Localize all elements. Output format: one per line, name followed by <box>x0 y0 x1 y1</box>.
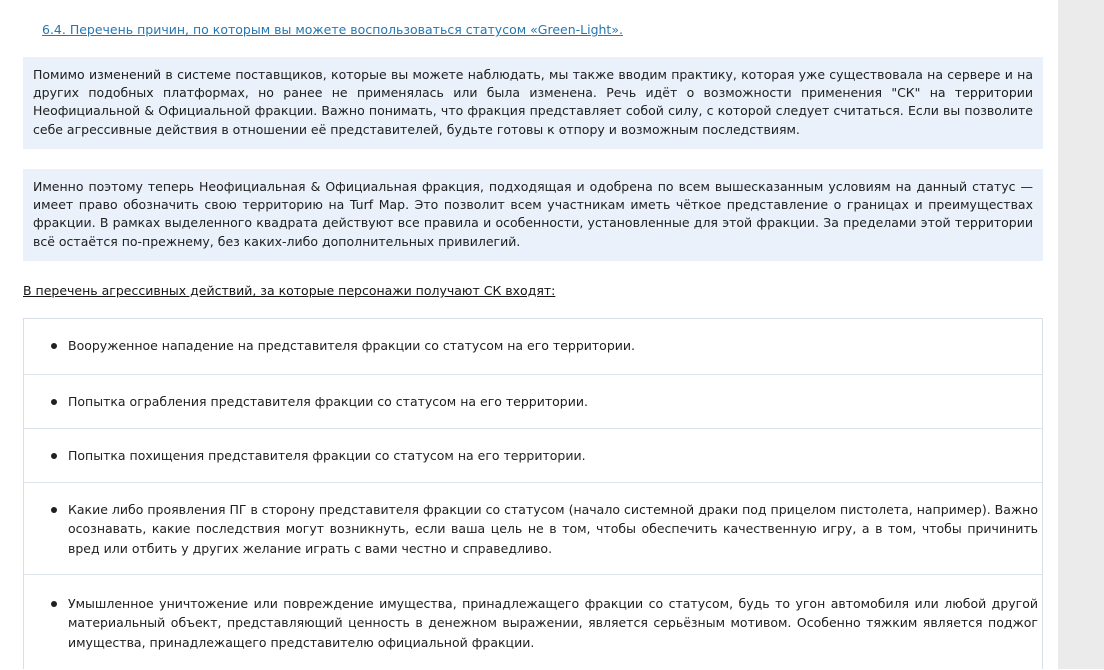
list-item <box>24 428 1042 482</box>
list-item-text: Попытка ограбления представителя фракции со статусом на его территории. <box>68 394 588 409</box>
bullet-icon <box>51 453 57 459</box>
right-gutter <box>1058 0 1104 669</box>
bullet-icon <box>51 507 57 513</box>
list-item <box>24 574 1042 670</box>
aggressive-actions-list <box>23 318 1043 669</box>
list-item-text: Вооруженное нападение на представителя фракции со статусом на его территории. <box>68 338 635 353</box>
list-item <box>24 319 1042 374</box>
section-heading-link[interactable]: 6.4. Перечень причин, по которым вы можете воспользоваться статусом «Green-Light». <box>42 22 623 37</box>
info-paragraph-block: Именно поэтому теперь Неофициальная & Официальная фракция, подходящая и одобрена по всем вышесказанным условиям на данный статус — имеет право обозначить свою территорию на Turf Map. Это позволит всем участникам иметь чёткое представление о границах и преимуществах фракции. В рамках выделенного квадрата действуют все правила и особенности, установленные для этой фракции. За пределами этой территории всё остаётся по-прежнему, без каких-либо дополнительных привилегий. <box>23 169 1043 261</box>
list-item <box>24 374 1042 428</box>
list-item-text: Умышленное уничтожение или повреждение имущества, принадлежащего фракции со статусом, будь то угон автомобиля или любой другой материальный объект, представляющий ценность в денежном выражении, является серьёзным мотивом. Особенно тяжким является поджог имущества, принадлежащего представителю официальной фракции. <box>68 596 1038 650</box>
list-item-text: Какие либо проявления ПГ в сторону представителя фракции со статусом (начало системной драки под прицелом пистолета, например). Важно осознавать, какие последствия могут возникнуть, если ваша цель не в том, чтобы обеспечить качественную игру, а в том, чтобы причинить вред или отбить у других желание играть с вами честно и справедливо. <box>68 502 1038 556</box>
bullet-icon <box>51 601 57 607</box>
bullet-icon <box>51 343 57 349</box>
list-title: В перечень агрессивных действий, за которые персонажи получают СК входят: <box>23 283 556 298</box>
list-item <box>24 482 1042 574</box>
info-paragraph-block: Помимо изменений в системе поставщиков, которые вы можете наблюдать, мы также вводим практику, которая уже существовала на сервере и на других подобных платформах, но ранее не применялась или была изменена. Речь идёт о возможности применения "СК" на территории Неофициальной & Официальной фракции. Важно понимать, что фракция представляет собой силу, с которой следует считаться. Если вы позволите себе агрессивные действия в отношении её представителей, будьте готовы к отпору и возможным последствиям. <box>23 57 1043 149</box>
bullet-icon <box>51 399 57 405</box>
list-item-text: Попытка похищения представителя фракции со статусом на его территории. <box>68 448 586 463</box>
